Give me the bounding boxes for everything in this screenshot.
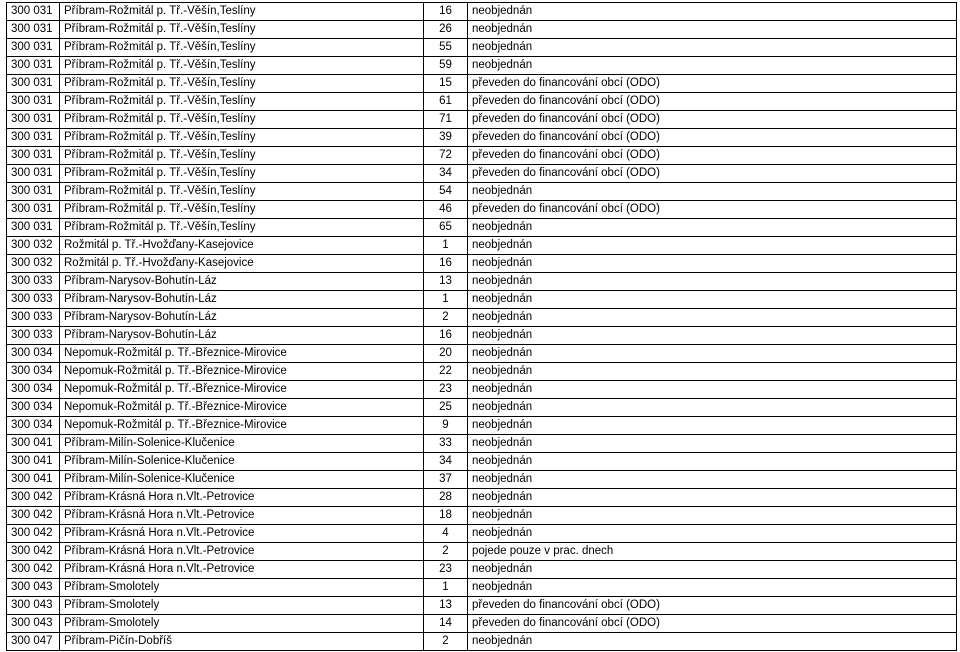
status-cell: neobjednán	[468, 363, 957, 381]
connection-number-cell: 34	[424, 165, 468, 183]
route-name-cell: Příbram-Milín-Solenice-Klučenice	[60, 453, 424, 471]
line-code-cell: 300 031	[7, 183, 60, 201]
connections-table	[6, 2, 957, 651]
table-row	[7, 129, 957, 147]
table-row	[7, 471, 957, 489]
table-row	[7, 237, 957, 255]
line-code-cell: 300 031	[7, 39, 60, 57]
table-row	[7, 183, 957, 201]
route-name-cell: Příbram-Rožmitál p. Tř.-Věšín,Teslíny	[60, 165, 424, 183]
connection-number-cell: 71	[424, 111, 468, 129]
status-cell: neobjednán	[468, 39, 957, 57]
line-code-cell: 300 032	[7, 237, 60, 255]
line-code-cell: 300 041	[7, 453, 60, 471]
route-name-cell: Příbram-Rožmitál p. Tř.-Věšín,Teslíny	[60, 75, 424, 93]
connection-number-cell: 18	[424, 507, 468, 525]
connection-number-cell: 20	[424, 345, 468, 363]
table-row	[7, 363, 957, 381]
connection-number-cell: 23	[424, 561, 468, 579]
line-code-cell: 300 031	[7, 129, 60, 147]
line-code-cell: 300 031	[7, 57, 60, 75]
connection-number-cell: 25	[424, 399, 468, 417]
route-name-cell: Příbram-Smolotely	[60, 597, 424, 615]
line-code-cell: 300 042	[7, 507, 60, 525]
table-row	[7, 57, 957, 75]
line-code-cell: 300 043	[7, 579, 60, 597]
line-code-cell: 300 031	[7, 201, 60, 219]
connection-number-cell: 4	[424, 525, 468, 543]
status-cell: převeden do financování obcí (ODO)	[468, 93, 957, 111]
route-name-cell: Příbram-Rožmitál p. Tř.-Věšín,Teslíny	[60, 219, 424, 237]
connection-number-cell: 55	[424, 39, 468, 57]
connection-number-cell: 61	[424, 93, 468, 111]
table-row	[7, 111, 957, 129]
table-row	[7, 165, 957, 183]
line-code-cell: 300 031	[7, 21, 60, 39]
line-code-cell: 300 031	[7, 219, 60, 237]
line-code-cell: 300 042	[7, 525, 60, 543]
table-row	[7, 381, 957, 399]
connection-number-cell: 37	[424, 471, 468, 489]
route-name-cell: Příbram-Rožmitál p. Tř.-Věšín,Teslíny	[60, 57, 424, 75]
connection-number-cell: 33	[424, 435, 468, 453]
route-name-cell: Nepomuk-Rožmitál p. Tř.-Březnice-Mirovice	[60, 363, 424, 381]
connection-number-cell: 13	[424, 273, 468, 291]
status-cell: neobjednán	[468, 21, 957, 39]
table-row	[7, 201, 957, 219]
route-name-cell: Příbram-Krásná Hora n.Vlt.-Petrovice	[60, 525, 424, 543]
route-name-cell: Příbram-Rožmitál p. Tř.-Věšín,Teslíny	[60, 111, 424, 129]
table-row	[7, 399, 957, 417]
connection-number-cell: 1	[424, 579, 468, 597]
connection-number-cell: 15	[424, 75, 468, 93]
table-row	[7, 93, 957, 111]
line-code-cell: 300 031	[7, 75, 60, 93]
table-row	[7, 561, 957, 579]
route-name-cell: Příbram-Milín-Solenice-Klučenice	[60, 471, 424, 489]
connection-number-cell: 26	[424, 21, 468, 39]
route-name-cell: Příbram-Smolotely	[60, 615, 424, 633]
table-row	[7, 147, 957, 165]
line-code-cell: 300 033	[7, 309, 60, 327]
table-row	[7, 489, 957, 507]
line-code-cell: 300 033	[7, 273, 60, 291]
table-row	[7, 3, 957, 21]
status-cell: neobjednán	[468, 399, 957, 417]
connection-number-cell: 14	[424, 615, 468, 633]
route-name-cell: Příbram-Krásná Hora n.Vlt.-Petrovice	[60, 543, 424, 561]
line-code-cell: 300 033	[7, 291, 60, 309]
connection-number-cell: 23	[424, 381, 468, 399]
route-name-cell: Příbram-Narysov-Bohutín-Láz	[60, 291, 424, 309]
status-cell: neobjednán	[468, 237, 957, 255]
connection-number-cell: 34	[424, 453, 468, 471]
status-cell: převeden do financování obcí (ODO)	[468, 597, 957, 615]
line-code-cell: 300 034	[7, 381, 60, 399]
line-code-cell: 300 034	[7, 363, 60, 381]
route-name-cell: Nepomuk-Rožmitál p. Tř.-Březnice-Mirovice	[60, 399, 424, 417]
route-name-cell: Příbram-Rožmitál p. Tř.-Věšín,Teslíny	[60, 129, 424, 147]
route-name-cell: Příbram-Narysov-Bohutín-Láz	[60, 327, 424, 345]
table-row	[7, 597, 957, 615]
route-name-cell: Nepomuk-Rožmitál p. Tř.-Březnice-Mirovice	[60, 381, 424, 399]
status-cell: převeden do financování obcí (ODO)	[468, 165, 957, 183]
route-name-cell: Rožmitál p. Tř.-Hvožďany-Kasejovice	[60, 237, 424, 255]
route-name-cell: Rožmitál p. Tř.-Hvožďany-Kasejovice	[60, 255, 424, 273]
table-row	[7, 309, 957, 327]
table-row	[7, 615, 957, 633]
line-code-cell: 300 031	[7, 147, 60, 165]
table-row	[7, 507, 957, 525]
line-code-cell: 300 043	[7, 615, 60, 633]
status-cell: převeden do financování obcí (ODO)	[468, 615, 957, 633]
connection-number-cell: 13	[424, 597, 468, 615]
table-row	[7, 219, 957, 237]
connection-number-cell: 46	[424, 201, 468, 219]
connection-number-cell: 16	[424, 255, 468, 273]
status-cell: převeden do financování obcí (ODO)	[468, 129, 957, 147]
route-name-cell: Příbram-Narysov-Bohutín-Láz	[60, 273, 424, 291]
connection-number-cell: 72	[424, 147, 468, 165]
status-cell: neobjednán	[468, 309, 957, 327]
line-code-cell: 300 041	[7, 471, 60, 489]
line-code-cell: 300 034	[7, 345, 60, 363]
connection-number-cell: 1	[424, 291, 468, 309]
status-cell: neobjednán	[468, 255, 957, 273]
connection-number-cell: 16	[424, 3, 468, 21]
route-name-cell: Nepomuk-Rožmitál p. Tř.-Březnice-Mirovice	[60, 417, 424, 435]
table-body	[7, 3, 957, 651]
connection-number-cell: 22	[424, 363, 468, 381]
status-cell: neobjednán	[468, 327, 957, 345]
route-name-cell: Příbram-Rožmitál p. Tř.-Věšín,Teslíny	[60, 93, 424, 111]
status-cell: neobjednán	[468, 633, 957, 651]
line-code-cell: 300 032	[7, 255, 60, 273]
table-row	[7, 633, 957, 651]
connection-number-cell: 2	[424, 633, 468, 651]
status-cell: neobjednán	[468, 417, 957, 435]
connection-number-cell: 9	[424, 417, 468, 435]
table-row	[7, 327, 957, 345]
route-name-cell: Příbram-Krásná Hora n.Vlt.-Petrovice	[60, 561, 424, 579]
connection-number-cell: 59	[424, 57, 468, 75]
connection-number-cell: 39	[424, 129, 468, 147]
status-cell: neobjednán	[468, 435, 957, 453]
table-row	[7, 543, 957, 561]
line-code-cell: 300 031	[7, 111, 60, 129]
table-row	[7, 453, 957, 471]
table-row	[7, 75, 957, 93]
connection-number-cell: 54	[424, 183, 468, 201]
status-cell: neobjednán	[468, 219, 957, 237]
route-name-cell: Příbram-Rožmitál p. Tř.-Věšín,Teslíny	[60, 147, 424, 165]
status-cell: neobjednán	[468, 453, 957, 471]
table-row	[7, 39, 957, 57]
status-cell: pojede pouze v prac. dnech	[468, 543, 957, 561]
status-cell: neobjednán	[468, 507, 957, 525]
status-cell: neobjednán	[468, 57, 957, 75]
line-code-cell: 300 031	[7, 93, 60, 111]
status-cell: neobjednán	[468, 3, 957, 21]
line-code-cell: 300 041	[7, 435, 60, 453]
route-name-cell: Příbram-Krásná Hora n.Vlt.-Petrovice	[60, 489, 424, 507]
line-code-cell: 300 031	[7, 3, 60, 21]
connection-number-cell: 1	[424, 237, 468, 255]
route-name-cell: Nepomuk-Rožmitál p. Tř.-Březnice-Mirovice	[60, 345, 424, 363]
route-name-cell: Příbram-Rožmitál p. Tř.-Věšín,Teslíny	[60, 3, 424, 21]
route-name-cell: Příbram-Pičín-Dobříš	[60, 633, 424, 651]
connection-number-cell: 16	[424, 327, 468, 345]
route-name-cell: Příbram-Rožmitál p. Tř.-Věšín,Teslíny	[60, 21, 424, 39]
status-cell: převeden do financování obcí (ODO)	[468, 111, 957, 129]
status-cell: neobjednán	[468, 345, 957, 363]
connection-number-cell: 2	[424, 543, 468, 561]
line-code-cell: 300 033	[7, 327, 60, 345]
table-row	[7, 579, 957, 597]
route-name-cell: Příbram-Rožmitál p. Tř.-Věšín,Teslíny	[60, 201, 424, 219]
status-cell: převeden do financování obcí (ODO)	[468, 147, 957, 165]
route-name-cell: Příbram-Rožmitál p. Tř.-Věšín,Teslíny	[60, 39, 424, 57]
table-row	[7, 417, 957, 435]
route-name-cell: Příbram-Smolotely	[60, 579, 424, 597]
route-name-cell: Příbram-Milín-Solenice-Klučenice	[60, 435, 424, 453]
table-row	[7, 525, 957, 543]
status-cell: neobjednán	[468, 561, 957, 579]
status-cell: neobjednán	[468, 381, 957, 399]
route-name-cell: Příbram-Narysov-Bohutín-Láz	[60, 309, 424, 327]
line-code-cell: 300 042	[7, 489, 60, 507]
table-row	[7, 255, 957, 273]
line-code-cell: 300 034	[7, 399, 60, 417]
table-row	[7, 21, 957, 39]
line-code-cell: 300 043	[7, 597, 60, 615]
status-cell: neobjednán	[468, 579, 957, 597]
status-cell: převeden do financování obcí (ODO)	[468, 75, 957, 93]
connection-number-cell: 65	[424, 219, 468, 237]
line-code-cell: 300 031	[7, 165, 60, 183]
line-code-cell: 300 042	[7, 543, 60, 561]
status-cell: neobjednán	[468, 489, 957, 507]
line-code-cell: 300 042	[7, 561, 60, 579]
line-code-cell: 300 034	[7, 417, 60, 435]
table-row	[7, 345, 957, 363]
status-cell: neobjednán	[468, 273, 957, 291]
connection-number-cell: 2	[424, 309, 468, 327]
connection-number-cell: 28	[424, 489, 468, 507]
status-cell: neobjednán	[468, 525, 957, 543]
status-cell: převeden do financování obcí (ODO)	[468, 201, 957, 219]
line-code-cell: 300 047	[7, 633, 60, 651]
table-row	[7, 435, 957, 453]
table-row	[7, 273, 957, 291]
status-cell: neobjednán	[468, 291, 957, 309]
status-cell: neobjednán	[468, 471, 957, 489]
table-row	[7, 291, 957, 309]
route-name-cell: Příbram-Rožmitál p. Tř.-Věšín,Teslíny	[60, 183, 424, 201]
route-name-cell: Příbram-Krásná Hora n.Vlt.-Petrovice	[60, 507, 424, 525]
status-cell: neobjednán	[468, 183, 957, 201]
